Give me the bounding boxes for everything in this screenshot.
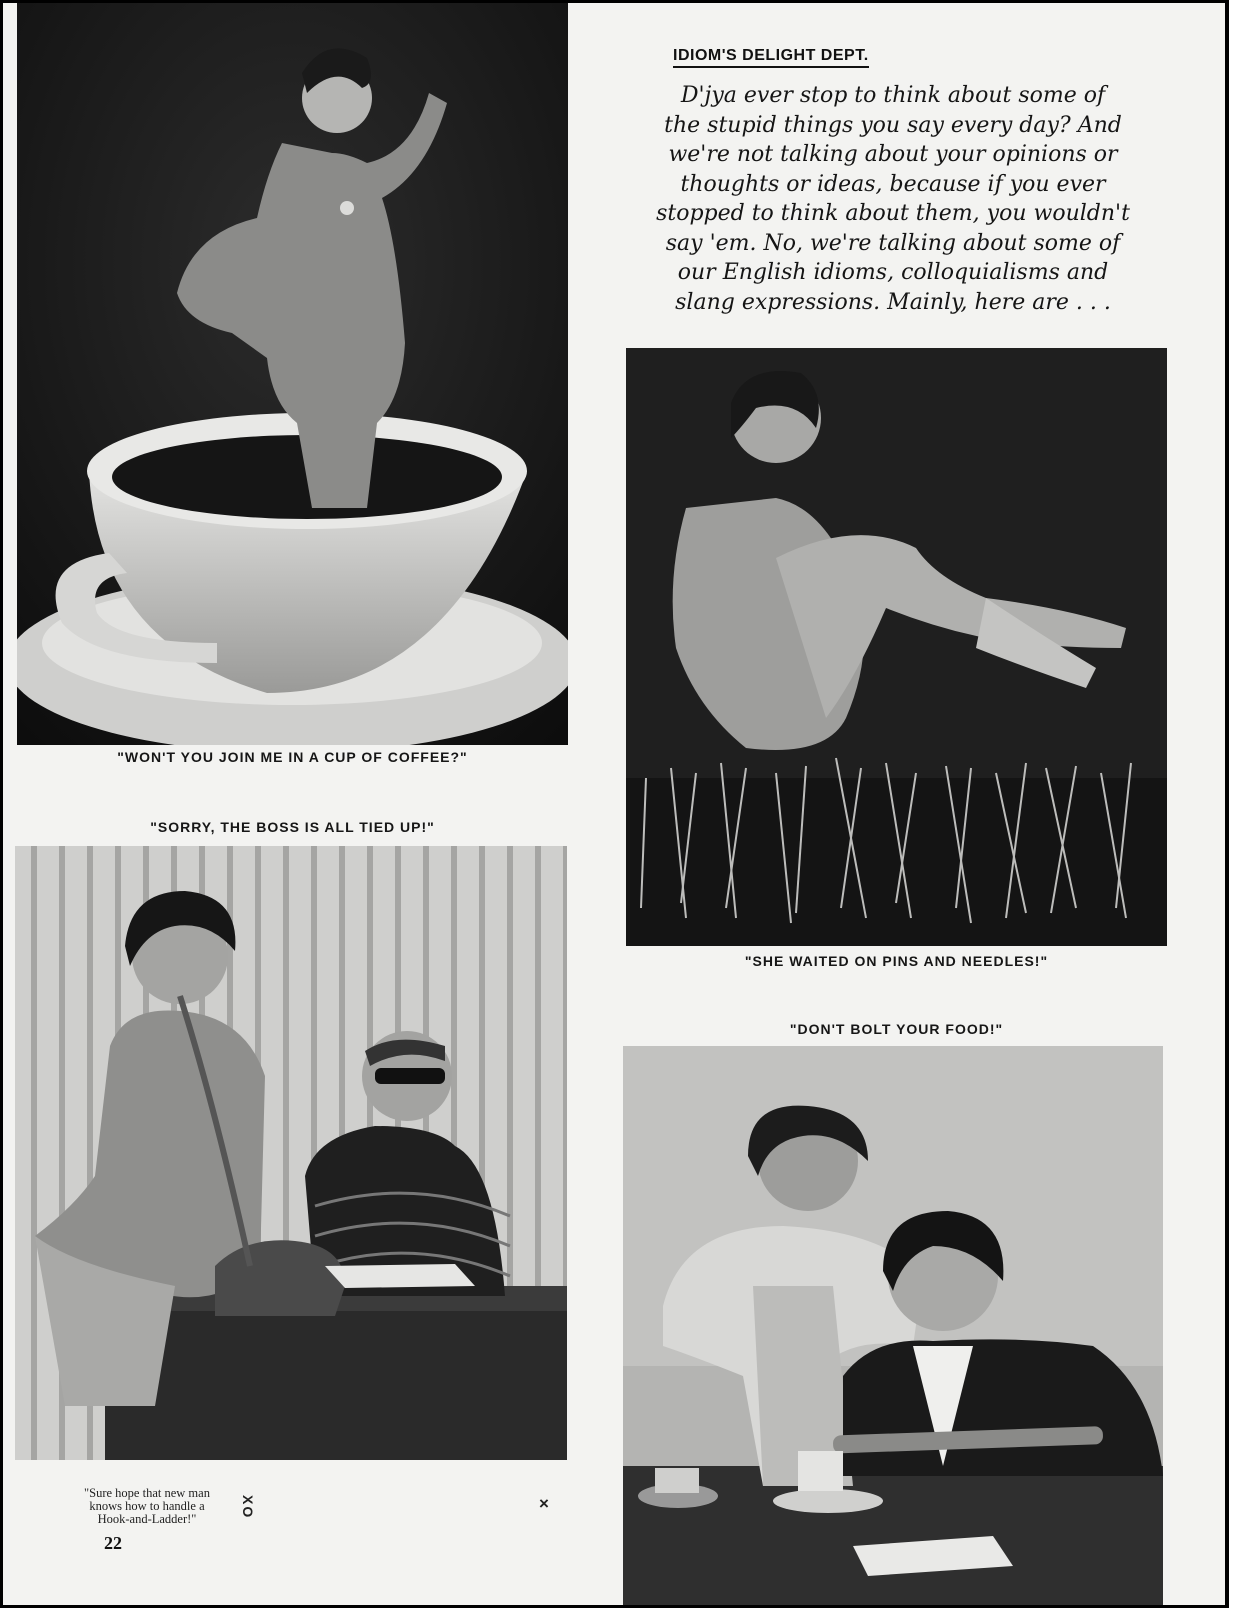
footnote-line: "Sure hope that new man xyxy=(84,1486,210,1500)
intro-paragraph xyxy=(643,81,1143,317)
caption-food: "DON'T BOLT YOUR FOOD!" xyxy=(789,1021,1004,1037)
intro-line: our English idioms, colloquialisms and xyxy=(677,260,1109,285)
intro-line: D'jya ever stop to think about some of xyxy=(680,83,1106,108)
caption-pins: "SHE WAITED ON PINS AND NEEDLES!" xyxy=(744,953,1049,969)
photo-bolt-food xyxy=(623,1046,1163,1608)
intro-line: the stupid things you say every day? And xyxy=(664,112,1122,138)
caption-coffee: "WON'T YOU JOIN ME IN A CUP OF COFFEE?" xyxy=(117,749,468,765)
intro-line: we're not talking about your opinions or xyxy=(668,142,1118,167)
intro-line: say 'em. No, we're talking about some of xyxy=(665,230,1121,256)
photo-pins-needles xyxy=(626,348,1167,946)
margin-mark-x: × xyxy=(539,1494,549,1513)
caption-boss: "SORRY, THE BOSS IS ALL TIED UP!" xyxy=(150,819,435,835)
intro-line: slang expressions. Mainly, here are . . . xyxy=(675,289,1111,315)
photo-boss-tied-up xyxy=(15,846,567,1460)
intro-line: stopped to think about them, you wouldn't xyxy=(656,201,1130,226)
margin-mark-xo: XO xyxy=(240,1495,256,1520)
footnote-line: Hook-and-Ladder!" xyxy=(97,1512,197,1526)
photo-coffee-cup xyxy=(17,3,568,745)
marginal-cartoon-caption xyxy=(47,1487,247,1526)
page-number: 22 xyxy=(104,1533,122,1553)
footnote-line: knows how to handle a xyxy=(89,1499,205,1513)
department-heading: IDIOM'S DELIGHT DEPT. xyxy=(673,47,869,68)
intro-line: thoughts or ideas, because if you ever xyxy=(680,171,1106,197)
